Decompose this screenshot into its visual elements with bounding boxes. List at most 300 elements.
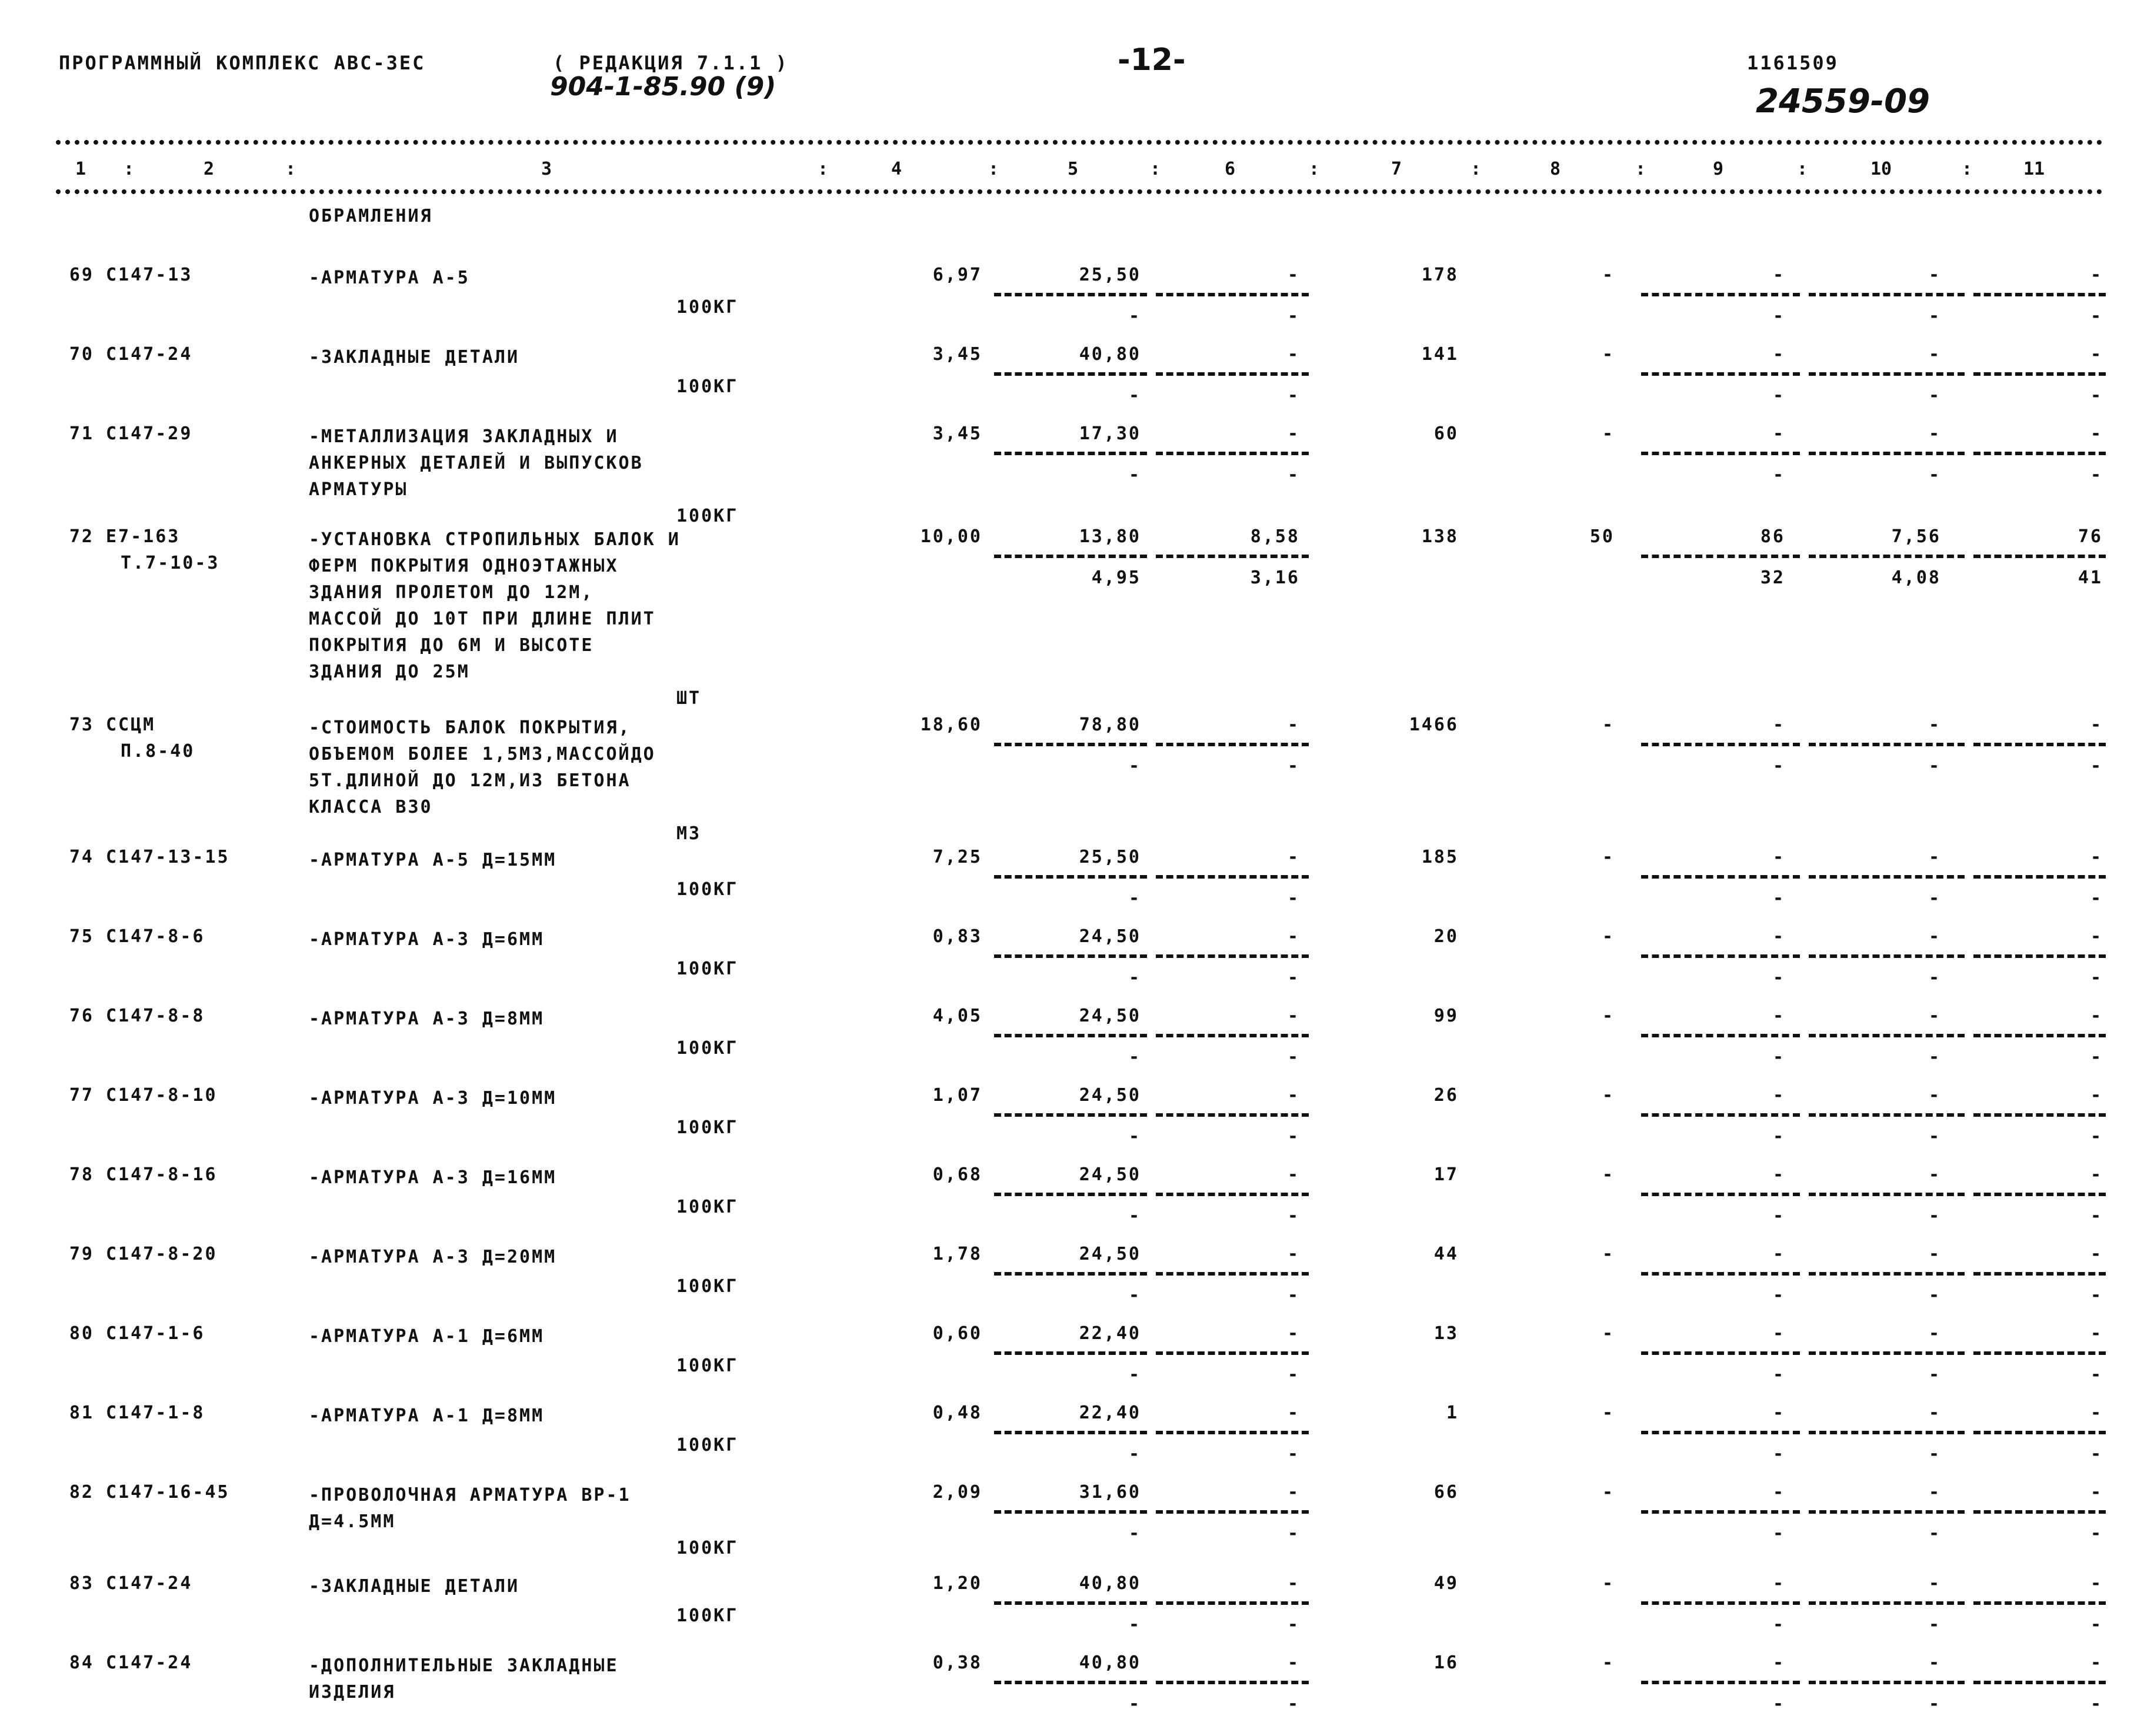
cell-c6: 8,58 bbox=[1250, 526, 1300, 547]
price-code: Е7-163 bbox=[106, 526, 181, 547]
col-header-2: 2 bbox=[204, 159, 215, 179]
col-separator: : bbox=[285, 159, 296, 179]
cell-divider bbox=[1641, 875, 1800, 879]
description-line: ОБЪЕМОМ БОЛЕЕ 1,5М3,МАССОЙДО bbox=[309, 744, 656, 764]
cell-divider bbox=[1156, 875, 1309, 879]
cell-c11-lower: - bbox=[2090, 1126, 2103, 1147]
cell-divider bbox=[1156, 1510, 1309, 1514]
cell-c5-lower: 4,95 bbox=[1091, 567, 1141, 588]
cell-c4: 1,20 bbox=[932, 1573, 982, 1594]
cell-c5: 25,50 bbox=[1079, 847, 1141, 867]
cell-c11-lower: - bbox=[2090, 1206, 2103, 1226]
cell-divider bbox=[1156, 954, 1309, 958]
cell-divider bbox=[1641, 293, 1800, 296]
cell-divider bbox=[994, 1113, 1147, 1117]
cell-c11-lower: - bbox=[2090, 756, 2103, 776]
cell-divider bbox=[994, 1193, 1147, 1196]
description-line: -АРМАТУРА А-3 Д=20ММ bbox=[309, 1247, 557, 1267]
cell-c9-lower: - bbox=[1772, 1285, 1785, 1306]
cell-c9-lower: - bbox=[1772, 888, 1785, 909]
cell-c9-lower: - bbox=[1772, 385, 1785, 406]
work-description bbox=[309, 1006, 544, 1032]
row-number: 74 bbox=[69, 847, 94, 867]
cell-c10: - bbox=[1928, 265, 1941, 285]
cell-c11-lower: - bbox=[2090, 1614, 2103, 1635]
unit-of-measure: 100КГ bbox=[676, 1356, 739, 1376]
cell-c11: - bbox=[2090, 926, 2103, 947]
price-code: С147-1-6 bbox=[106, 1323, 205, 1344]
cell-c10: - bbox=[1928, 1244, 1941, 1264]
cell-divider bbox=[1809, 555, 1965, 558]
cell-c5: 40,80 bbox=[1079, 1573, 1141, 1594]
cell-c9: - bbox=[1772, 265, 1785, 285]
description-line: АНКЕРНЫХ ДЕТАЛЕЙ И ВЫПУСКОВ bbox=[309, 453, 643, 473]
cell-c6-lower: - bbox=[1287, 1523, 1300, 1544]
price-code: С147-24 bbox=[106, 1573, 193, 1594]
cell-divider bbox=[1809, 1681, 1965, 1684]
description-line: -АРМАТУРА А-1 Д=8ММ bbox=[309, 1406, 545, 1426]
cell-c11-lower: - bbox=[2090, 385, 2103, 406]
cell-c6-lower: - bbox=[1287, 1614, 1300, 1635]
cell-c11-lower: - bbox=[2090, 1285, 2103, 1306]
col-separator: : bbox=[1797, 159, 1808, 179]
cell-c5: 22,40 bbox=[1079, 1323, 1141, 1344]
description-line: Д=4.5ММ bbox=[309, 1511, 396, 1532]
cell-divider bbox=[994, 1034, 1147, 1037]
cell-c4: 7,25 bbox=[932, 847, 982, 867]
row-number: 70 bbox=[69, 344, 94, 365]
description-line: ПОКРЫТИЯ ДО 6М И ВЫСОТЕ bbox=[309, 635, 594, 656]
cell-c10: 7,56 bbox=[1891, 526, 1941, 547]
cell-c10-lower: - bbox=[1928, 756, 1941, 776]
col-header-3: 3 bbox=[541, 159, 552, 179]
cell-c8: - bbox=[1602, 265, 1615, 285]
doc-number: 1161509 bbox=[1747, 52, 1839, 74]
cell-divider bbox=[1641, 1510, 1800, 1514]
cell-divider bbox=[1809, 1510, 1965, 1514]
cell-c7: 99 bbox=[1433, 1006, 1459, 1026]
cell-c6: - bbox=[1287, 1573, 1300, 1594]
cell-c8: - bbox=[1602, 926, 1615, 947]
col-separator: : bbox=[1150, 159, 1161, 179]
cell-c8: - bbox=[1602, 1403, 1615, 1423]
cell-divider bbox=[994, 1510, 1147, 1514]
cell-c4: 0,38 bbox=[932, 1652, 982, 1673]
cell-c7: 185 bbox=[1421, 847, 1459, 867]
cell-c4: 10,00 bbox=[920, 526, 982, 547]
cell-c5: 78,80 bbox=[1079, 715, 1141, 735]
col-header-8: 8 bbox=[1550, 159, 1561, 179]
cell-c10-lower: - bbox=[1928, 1444, 1941, 1464]
cell-c6: - bbox=[1287, 344, 1300, 365]
row-number: 76 bbox=[69, 1006, 94, 1026]
cell-divider bbox=[1973, 452, 2106, 455]
cell-c6: - bbox=[1287, 1323, 1300, 1344]
cell-c6-lower: - bbox=[1287, 1285, 1300, 1306]
cell-divider bbox=[1641, 555, 1800, 558]
description-line: 5Т.ДЛИНОЙ ДО 12М,ИЗ БЕТОНА bbox=[309, 770, 631, 791]
cell-c11-lower: - bbox=[2090, 888, 2103, 909]
cell-c5-lower: - bbox=[1128, 756, 1141, 776]
cell-divider bbox=[1973, 1351, 2106, 1355]
cell-c9: - bbox=[1772, 423, 1785, 444]
cell-c5: 25,50 bbox=[1079, 265, 1141, 285]
cell-c10: - bbox=[1928, 1652, 1941, 1673]
cell-c4: 0,48 bbox=[932, 1403, 982, 1423]
cell-divider bbox=[1641, 1431, 1800, 1434]
cell-c4: 0,68 bbox=[932, 1164, 982, 1185]
description-line: АРМАТУРЫ bbox=[309, 479, 408, 500]
col-separator: : bbox=[124, 159, 135, 179]
cell-c6: - bbox=[1287, 1085, 1300, 1106]
cell-c10-lower: - bbox=[1928, 1285, 1941, 1306]
cell-divider bbox=[1973, 1681, 2106, 1684]
cell-divider bbox=[1641, 954, 1800, 958]
cell-divider bbox=[1973, 372, 2106, 376]
cell-c7: 13 bbox=[1433, 1323, 1459, 1344]
work-description bbox=[309, 1323, 544, 1350]
cell-c8: - bbox=[1602, 847, 1615, 867]
cell-c10-lower: - bbox=[1928, 1364, 1941, 1385]
cell-c9-lower: - bbox=[1772, 465, 1785, 485]
cell-c9: - bbox=[1772, 847, 1785, 867]
price-code-secondary: П.8-40 bbox=[121, 741, 195, 762]
cell-c5: 40,80 bbox=[1079, 344, 1141, 365]
cell-c8: - bbox=[1602, 1652, 1615, 1673]
cell-divider bbox=[994, 1431, 1147, 1434]
cell-c5: 31,60 bbox=[1079, 1482, 1141, 1503]
description-line: -ПРОВОЛОЧНАЯ АРМАТУРА ВР-1 bbox=[309, 1485, 631, 1505]
unit-of-measure: 100КГ bbox=[676, 1538, 739, 1558]
cell-divider bbox=[994, 452, 1147, 455]
price-code: С147-13 bbox=[106, 265, 193, 285]
cell-c10-lower: 4,08 bbox=[1891, 567, 1941, 588]
cell-c8: - bbox=[1602, 344, 1615, 365]
cell-divider bbox=[1641, 1272, 1800, 1276]
work-description bbox=[309, 423, 643, 503]
cell-c6: - bbox=[1287, 1164, 1300, 1185]
cell-divider bbox=[1973, 293, 2106, 296]
col-header-5: 5 bbox=[1068, 159, 1079, 179]
row-number: 71 bbox=[69, 423, 94, 444]
cell-c9: - bbox=[1772, 1323, 1785, 1344]
cell-c10-lower: - bbox=[1928, 967, 1941, 988]
price-code: С147-8-6 bbox=[106, 926, 205, 947]
col-header-6: 6 bbox=[1225, 159, 1236, 179]
cell-c8: - bbox=[1602, 1244, 1615, 1264]
cell-c6: - bbox=[1287, 1482, 1300, 1503]
price-code: С147-13-15 bbox=[106, 847, 230, 867]
row-number: 78 bbox=[69, 1164, 94, 1185]
cell-c6-lower: - bbox=[1287, 1126, 1300, 1147]
cell-c5: 13,80 bbox=[1079, 526, 1141, 547]
cell-divider bbox=[1973, 1601, 2106, 1605]
cell-c11: - bbox=[2090, 1164, 2103, 1185]
row-number: 75 bbox=[69, 926, 94, 947]
cell-c6: - bbox=[1287, 715, 1300, 735]
price-code: С147-16-45 bbox=[106, 1482, 230, 1503]
cell-c4: 6,97 bbox=[932, 265, 982, 285]
cell-divider bbox=[994, 875, 1147, 879]
cell-c4: 0,60 bbox=[932, 1323, 982, 1344]
cell-divider bbox=[1156, 1034, 1309, 1037]
cell-c8: - bbox=[1602, 1085, 1615, 1106]
cell-divider bbox=[994, 954, 1147, 958]
price-code: С147-8-10 bbox=[106, 1085, 218, 1106]
cell-divider bbox=[1973, 1431, 2106, 1434]
cell-c11: - bbox=[2090, 1403, 2103, 1423]
cell-c5-lower: - bbox=[1128, 1694, 1141, 1714]
program-title: ПРОГРАММНЫЙ КОМПЛЕКС АВС-ЗЕС bbox=[59, 52, 426, 74]
cell-c5-lower: - bbox=[1128, 1285, 1141, 1306]
cell-c6: - bbox=[1287, 423, 1300, 444]
cell-c7: 141 bbox=[1421, 344, 1459, 365]
description-line: МАССОЙ ДО 10Т ПРИ ДЛИНЕ ПЛИТ bbox=[309, 609, 656, 629]
price-code-secondary: Т.7-10-3 bbox=[121, 553, 220, 573]
project-code: 904-1-85.90 (9) bbox=[550, 72, 776, 102]
cell-divider bbox=[994, 1601, 1147, 1605]
cell-c5-lower: - bbox=[1128, 1206, 1141, 1226]
cell-c5-lower: - bbox=[1128, 967, 1141, 988]
cell-c10: - bbox=[1928, 1164, 1941, 1185]
unit-of-measure: 100КГ bbox=[676, 1605, 739, 1626]
cell-c11-lower: - bbox=[2090, 1364, 2103, 1385]
cell-divider bbox=[1641, 743, 1800, 746]
cell-c11: - bbox=[2090, 1573, 2103, 1594]
cell-c6-lower: - bbox=[1287, 756, 1300, 776]
cell-c6: - bbox=[1287, 1244, 1300, 1264]
price-code: С147-8-20 bbox=[106, 1244, 218, 1264]
cell-c5: 22,40 bbox=[1079, 1403, 1141, 1423]
cell-c6-lower: - bbox=[1287, 385, 1300, 406]
work-description bbox=[309, 715, 656, 820]
cell-c4: 1,78 bbox=[932, 1244, 982, 1264]
cell-c8: - bbox=[1602, 423, 1615, 444]
cell-c10-lower: - bbox=[1928, 385, 1941, 406]
cell-divider bbox=[994, 555, 1147, 558]
col-header-10: 10 bbox=[1870, 159, 1892, 179]
cell-c4: 4,05 bbox=[932, 1006, 982, 1026]
cell-c11: - bbox=[2090, 715, 2103, 735]
cell-divider bbox=[1809, 875, 1965, 879]
cell-c4: 2,09 bbox=[932, 1482, 982, 1503]
col-header-1: 1 bbox=[75, 159, 86, 179]
cell-c7: 138 bbox=[1421, 526, 1459, 547]
cell-c7: 26 bbox=[1433, 1085, 1459, 1106]
cell-c4: 18,60 bbox=[920, 715, 982, 735]
archive-number: 24559-09 bbox=[1756, 82, 1930, 121]
cell-c11-lower: - bbox=[2090, 1444, 2103, 1464]
cell-divider bbox=[994, 372, 1147, 376]
cell-c9: - bbox=[1772, 1085, 1785, 1106]
col-separator: : bbox=[1309, 159, 1320, 179]
cell-c7: 1466 bbox=[1409, 715, 1459, 735]
unit-of-measure: 100КГ bbox=[676, 879, 739, 900]
cell-c10: - bbox=[1928, 423, 1941, 444]
cell-c5: 17,30 bbox=[1079, 423, 1141, 444]
col-header-11: 11 bbox=[2023, 159, 2045, 179]
work-description bbox=[309, 1085, 556, 1111]
cell-c10-lower: - bbox=[1928, 1694, 1941, 1714]
cell-c10-lower: - bbox=[1928, 1523, 1941, 1544]
cell-c9: - bbox=[1772, 1403, 1785, 1423]
cell-c10: - bbox=[1928, 1085, 1941, 1106]
cell-divider bbox=[994, 293, 1147, 296]
cell-c9-lower: - bbox=[1772, 1364, 1785, 1385]
cell-c11-lower: - bbox=[2090, 465, 2103, 485]
cell-c5: 24,50 bbox=[1079, 1244, 1141, 1264]
cell-divider bbox=[1156, 1193, 1309, 1196]
work-description bbox=[309, 1244, 556, 1270]
work-description bbox=[309, 1482, 631, 1535]
unit-of-measure: ШТ bbox=[676, 688, 702, 709]
price-code: С147-8-8 bbox=[106, 1006, 205, 1026]
cell-c7: 16 bbox=[1433, 1652, 1459, 1673]
cell-c9: - bbox=[1772, 344, 1785, 365]
cell-c5-lower: - bbox=[1128, 385, 1141, 406]
col-separator: : bbox=[988, 159, 999, 179]
cell-divider bbox=[1641, 1193, 1800, 1196]
cell-c7: 20 bbox=[1433, 926, 1459, 947]
cell-c6-lower: - bbox=[1287, 1047, 1300, 1067]
price-code: С147-1-8 bbox=[106, 1403, 205, 1423]
cell-c6: - bbox=[1287, 1652, 1300, 1673]
cell-divider bbox=[1809, 743, 1965, 746]
cell-c9: - bbox=[1772, 1573, 1785, 1594]
description-line: -АРМАТУРА А-5 Д=15ММ bbox=[309, 850, 557, 870]
cell-divider bbox=[1809, 1431, 1965, 1434]
cell-c6: - bbox=[1287, 847, 1300, 867]
cell-c9: - bbox=[1772, 1244, 1785, 1264]
unit-of-measure: 100КГ bbox=[676, 1197, 739, 1217]
page-number: -12- bbox=[1118, 42, 1186, 78]
cell-divider bbox=[1641, 372, 1800, 376]
cell-c9: - bbox=[1772, 715, 1785, 735]
cell-divider bbox=[1973, 1272, 2106, 1276]
cell-divider bbox=[1809, 1351, 1965, 1355]
work-description bbox=[309, 1403, 544, 1429]
cell-divider bbox=[1973, 1510, 2106, 1514]
unit-of-measure: 100КГ bbox=[676, 376, 739, 397]
unit-of-measure: 100КГ bbox=[676, 1117, 739, 1138]
price-code: ССЦМ bbox=[106, 715, 156, 735]
cell-c11: - bbox=[2090, 423, 2103, 444]
cell-c5: 24,50 bbox=[1079, 1164, 1141, 1185]
cell-c4: 1,07 bbox=[932, 1085, 982, 1106]
unit-of-measure: 100КГ bbox=[676, 1435, 739, 1455]
description-line: -МЕТАЛЛИЗАЦИЯ ЗАКЛАДНЫХ И bbox=[309, 426, 619, 447]
cell-c6-lower: - bbox=[1287, 967, 1300, 988]
cell-divider bbox=[1156, 743, 1309, 746]
cell-c6: - bbox=[1287, 1403, 1300, 1423]
cell-divider bbox=[1809, 1272, 1965, 1276]
cell-c11-lower: - bbox=[2090, 1047, 2103, 1067]
cell-c8: - bbox=[1602, 1482, 1615, 1503]
cell-c9-lower: - bbox=[1772, 1523, 1785, 1544]
cell-c7: 49 bbox=[1433, 1573, 1459, 1594]
cell-c9-lower: - bbox=[1772, 1206, 1785, 1226]
cell-divider bbox=[1809, 954, 1965, 958]
description-line: -УСТАНОВКА СТРОПИЛЬНЫХ БАЛОК И bbox=[309, 529, 681, 550]
cell-c9-lower: - bbox=[1772, 1126, 1785, 1147]
cell-divider bbox=[1156, 1431, 1309, 1434]
cell-c7: 66 bbox=[1433, 1482, 1459, 1503]
cell-c11: - bbox=[2090, 1085, 2103, 1106]
cell-c8: - bbox=[1602, 1323, 1615, 1344]
col-separator: : bbox=[1471, 159, 1482, 179]
row-number: 82 bbox=[69, 1482, 94, 1503]
cell-c8: - bbox=[1602, 1573, 1615, 1594]
price-code: С147-24 bbox=[106, 1652, 193, 1673]
row-number: 73 bbox=[69, 715, 94, 735]
description-line: ИЗДЕЛИЯ bbox=[309, 1682, 396, 1702]
description-line: КЛАССА В30 bbox=[309, 797, 433, 817]
cell-c9: 86 bbox=[1760, 526, 1785, 547]
cell-c5-lower: - bbox=[1128, 1047, 1141, 1067]
cell-c5-lower: - bbox=[1128, 1444, 1141, 1464]
cell-c11-lower: - bbox=[2090, 967, 2103, 988]
cell-divider bbox=[1156, 1351, 1309, 1355]
cell-c5-lower: - bbox=[1128, 1126, 1141, 1147]
cell-c6-lower: - bbox=[1287, 465, 1300, 485]
cell-c9-lower: - bbox=[1772, 1614, 1785, 1635]
cell-divider bbox=[1809, 1034, 1965, 1037]
cell-c11-lower: - bbox=[2090, 306, 2103, 326]
unit-of-measure: М3 bbox=[676, 823, 702, 844]
cell-c11: - bbox=[2090, 1652, 2103, 1673]
col-separator: : bbox=[1635, 159, 1646, 179]
cell-c7: 178 bbox=[1421, 265, 1459, 285]
cell-c10-lower: - bbox=[1928, 1126, 1941, 1147]
row-number: 81 bbox=[69, 1403, 94, 1423]
unit-of-measure: 100КГ bbox=[676, 1038, 739, 1059]
cell-c7: 17 bbox=[1433, 1164, 1459, 1185]
row-number: 83 bbox=[69, 1573, 94, 1594]
cell-divider bbox=[1641, 1034, 1800, 1037]
description-line: -ДОПОЛНИТЕЛЬНЫЕ ЗАКЛАДНЫЕ bbox=[309, 1655, 619, 1676]
cell-divider bbox=[1809, 1601, 1965, 1605]
row-number: 72 bbox=[69, 526, 94, 547]
cell-divider bbox=[1156, 1113, 1309, 1117]
price-code: С147-29 bbox=[106, 423, 193, 444]
cell-c11: - bbox=[2090, 1482, 2103, 1503]
work-description bbox=[309, 1652, 619, 1705]
cell-divider bbox=[1156, 1681, 1309, 1684]
header-bottom-rule bbox=[56, 189, 2103, 194]
cell-c10: - bbox=[1928, 344, 1941, 365]
cell-divider bbox=[1809, 293, 1965, 296]
cell-divider bbox=[1156, 555, 1309, 558]
col-header-4: 4 bbox=[891, 159, 902, 179]
cell-c10-lower: - bbox=[1928, 888, 1941, 909]
cell-divider bbox=[1809, 372, 1965, 376]
cell-c10: - bbox=[1928, 926, 1941, 947]
work-description bbox=[309, 847, 556, 873]
cell-c10-lower: - bbox=[1928, 1047, 1941, 1067]
description-line: -АРМАТУРА А-3 Д=10ММ bbox=[309, 1088, 557, 1109]
cell-divider bbox=[1973, 555, 2106, 558]
unit-of-measure: 100КГ bbox=[676, 1276, 739, 1297]
cell-c10: - bbox=[1928, 715, 1941, 735]
description-line: -АРМАТУРА А-3 Д=8ММ bbox=[309, 1009, 545, 1029]
cell-divider bbox=[994, 1351, 1147, 1355]
cell-c11: - bbox=[2090, 1244, 2103, 1264]
cell-divider bbox=[1641, 452, 1800, 455]
cell-c11: - bbox=[2090, 1323, 2103, 1344]
cell-c8: - bbox=[1602, 1164, 1615, 1185]
cell-c11: - bbox=[2090, 344, 2103, 365]
cell-c11-lower: 41 bbox=[2078, 567, 2103, 588]
